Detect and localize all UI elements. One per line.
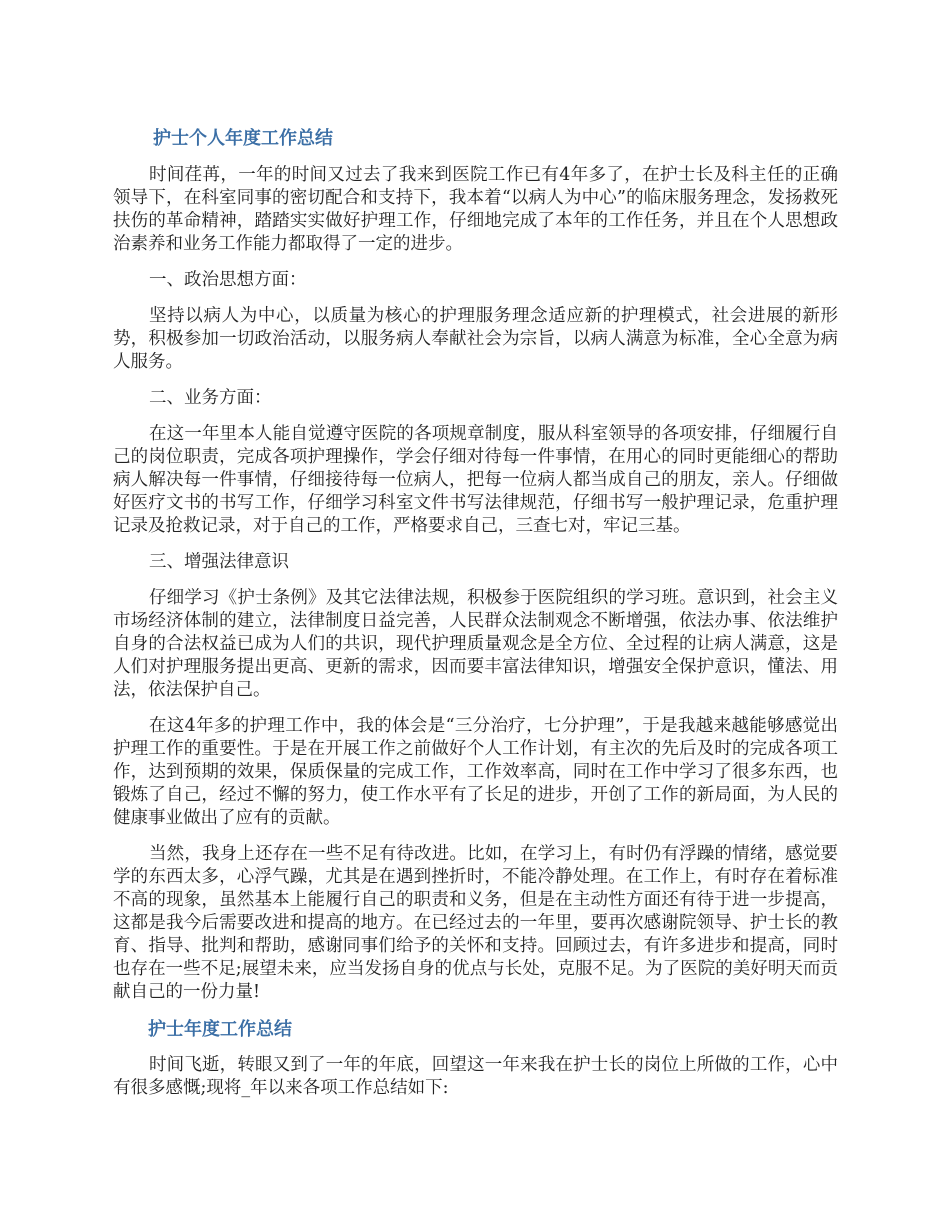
document-title: 护士个人年度工作总结: [153, 128, 333, 149]
experience-paragraph: 在这4年多的护理工作中，我的体会是“三分治疗，七分护理”，于是我越来越能够感觉出 护理工作的重要性。于是在开展工作之前做好个人工作计划，有主次的先后及时的完成各项工作，达到预期的效果，保质保量的完成工作，工作效率高，同时在工作中学习了很多东西，也锻炼了自己，经过不懈的努力，使工作水平有了长足的进步，开创了工作的新局面，为人民的健康事业做出了应有的贡献。: [113, 716, 838, 828]
intro-paragraph: 时间荏苒，一年的时间又过去了我来到医院工作已有4年多了，在护士长及科主任的正确领导下，在科室同事的密切配合和支持下，我本着“以病人为中心”的临床服务理念，发扬救死扶伤的革命精神，踏踏实实做好护理工作，仔细地完成了本年的工作任务，并且在个人思想政治素养和业务工作能力都取得了一定的进步。: [113, 165, 838, 254]
section-heading-law: 三、增强法律意识: [149, 552, 289, 572]
final-paragraph: 时间飞逝，转眼又到了一年的年底，回望这一年来我在护士长的岗位上所做的工作，心中有很多感慨;现将_年以来各项工作总结如下:: [113, 1055, 838, 1098]
document-page: [113, 126, 838, 1113]
second-document-title: 护士年度工作总结: [148, 1019, 292, 1040]
section-body-law: 仔细学习《护士条例》及其它法律法规，积极参于医院组织的学习班。意识到，社会主义市场经济体制的建立，法律制度日益完善，人民群众法制观念不断增强，依法办事、依法维护自身的合法权益已成为人们的共识，现代护理质量观念是全方位、全过程的让病人满意，这是人们对护理服务提出更高、更新的需求，因而要丰富法律知识，增强安全保护意识，懂法、用法，依法保护自己。: [113, 588, 838, 700]
section-body-business: 在这一年里本人能自觉遵守医院的各项规章制度，服从科室领导的各项安排，仔细履行自己的岗位职责，完成各项护理操作，学会仔细对待每一件事情，在用心的同时更能细心的帮助病人解决每一件事情，仔细接待每一位病人，把每一位病人都当成自己的朋友，亲人。仔细做好医疗文书的书写工作，仔细学习科室文件书写法律规范，仔细书写一般护理记录，危重护理记录及抢救记录，对于自己的工作，严格要求自己，三查七对，牢记三基。: [113, 424, 838, 536]
section-heading-politics: 一、政治思想方面：: [149, 270, 307, 290]
section-heading-business: 二、业务方面：: [149, 388, 272, 408]
section-body-politics: 坚持以病人为中心，以质量为核心的护理服务理念适应新的护理模式，社会进展的新形势，积极参加一切政治活动，以服务病人奉献社会为宗旨，以病人满意为标准，全心全意为病人服务。: [113, 306, 838, 372]
shortcomings-paragraph: 当然，我身上还存在一些不足有待改进。比如，在学习上，有时仍有浮躁的情绪，感觉要学的东西太多，心浮气躁，尤其是在遇到挫折时，不能冷静处理。在工作上，有时存在着标准不高的现象，虽然基本上能履行自己的职责和义务，但是在主动性方面还有待于进一步提高，这都是我今后需要改进和提高的地方。在已经过去的一年里，要再次感谢院领导、护士长的教育、指导、批判和帮助，感谢同事们给予的关怀和支持。回顾过去，有许多进步和提高，同时也存在一些不足;展望未来，应当发扬自身的优点与长处，克服不足。为了医院的美好明天而贡献自己的一份力量!: [113, 844, 838, 1002]
